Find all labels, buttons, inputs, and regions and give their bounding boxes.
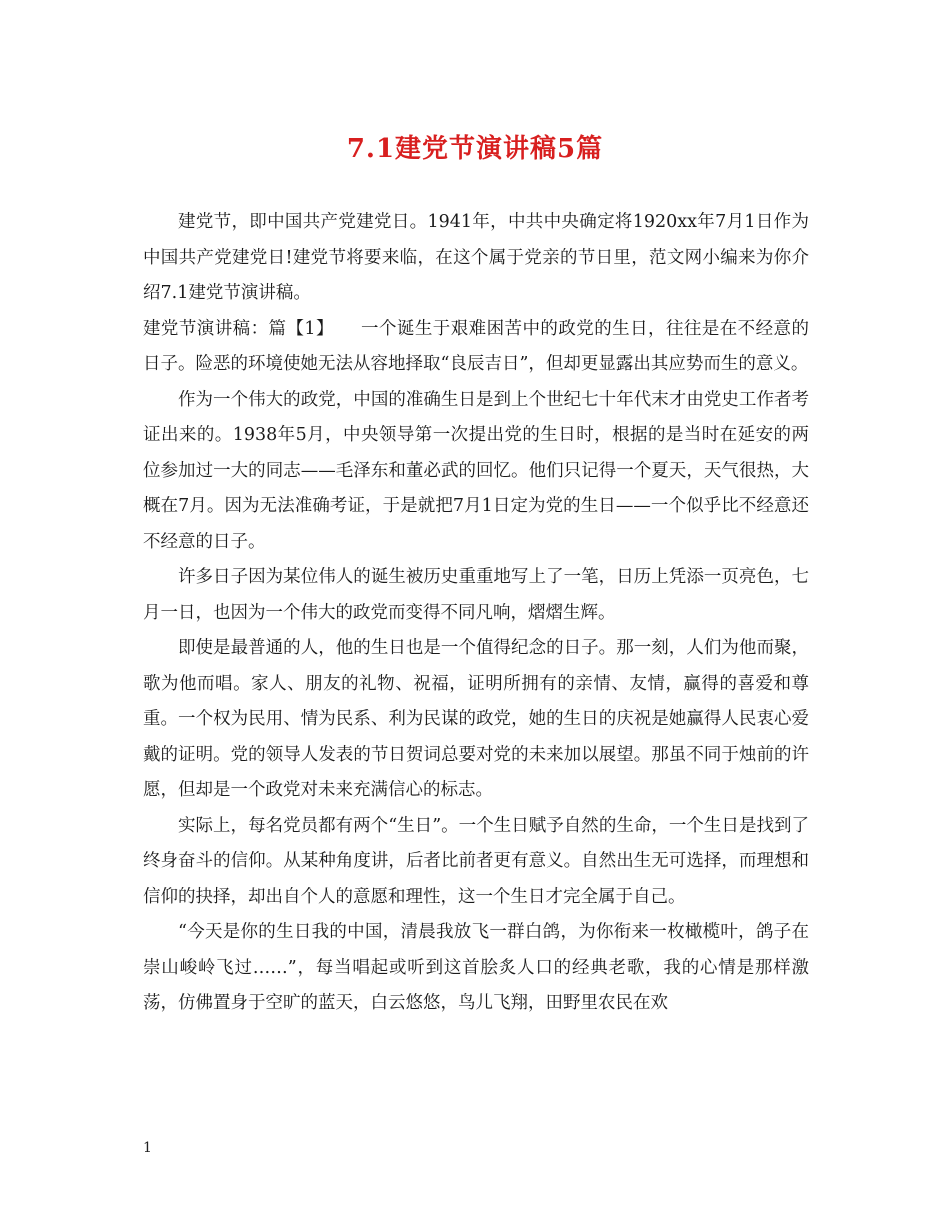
paragraph-speech-1-heading: 建党节演讲稿：篇【1】 一个诞生于艰难困苦中的政党的生日，往往是在不经意的日子。险恶的环境使她无法从容地择取“良辰吉日”，但却更显露出其应势而生的意义。 <box>143 318 809 374</box>
paragraph: 作为一个伟大的政党，中国的准确生日是到上个世纪七十年代末才由党史工作者考证出来的。1938年5月，中央领导第一次提出党的生日时，根据的是当时在延安的两位参加过一大的同志——毛泽东和董必武的回忆。他们只记得一个夏天，天气很热，大概在7月。因为无法准确考证，于是就把7月1日定为党的生日——一个似乎比不经意还不经意的日子。 <box>143 389 809 552</box>
paragraph: 实际上，每名党员都有两个“生日”。一个生日赋予自然的生命，一个生日是找到了终身奋斗的信仰。从某种角度讲，后者比前者更有意义。自然出生无可选择，而理想和信仰的抉择，却出自个人的意愿和理性，这一个生日才完全属于自己。 <box>143 815 809 907</box>
document-body <box>143 205 809 1022</box>
paragraph: “今天是你的生日我的中国，清晨我放飞一群白鸽，为你衔来一枚橄榄叶，鸽子在崇山峻岭飞过……”，每当唱起或听到这首脍炙人口的经典老歌，我的心情是那样激荡，仿佛置身于空旷的蓝天，白云悠悠，鸟儿飞翔，田野里农民在欢 <box>143 922 809 1013</box>
paragraph: 许多日子因为某位伟人的诞生被历史重重地写上了一笔，日历上凭添一页亮色，七月一日，也因为一个伟大的政党而变得不同凡响，熠熠生辉。 <box>143 567 809 623</box>
paragraph: 即使是最普通的人，他的生日也是一个值得纪念的日子。那一刻，人们为他而聚，歌为他而唱。家人、朋友的礼物、祝福，证明所拥有的亲情、友情，赢得的喜爱和尊重。一个权为民用、情为民系、利为民谋的政党，她的生日的庆祝是她赢得人民衷心爱戴的证明。党的领导人发表的节日贺词总要对党的未来加以展望。那虽不同于烛前的许愿，但却是一个政党对未来充满信心的标志。 <box>143 638 809 800</box>
paragraph-intro: 建党节，即中国共产党建党日。1941年，中共中央确定将1920xx年7月1日作为中国共产党建党日!建党节将要来临，在这个属于党亲的节日里，范文网小编来为你介绍7.1建党节演讲稿。 <box>143 212 809 303</box>
document-title: 7.1建党节演讲稿5篇 <box>346 134 604 164</box>
page-number: 1 <box>143 1140 152 1156</box>
